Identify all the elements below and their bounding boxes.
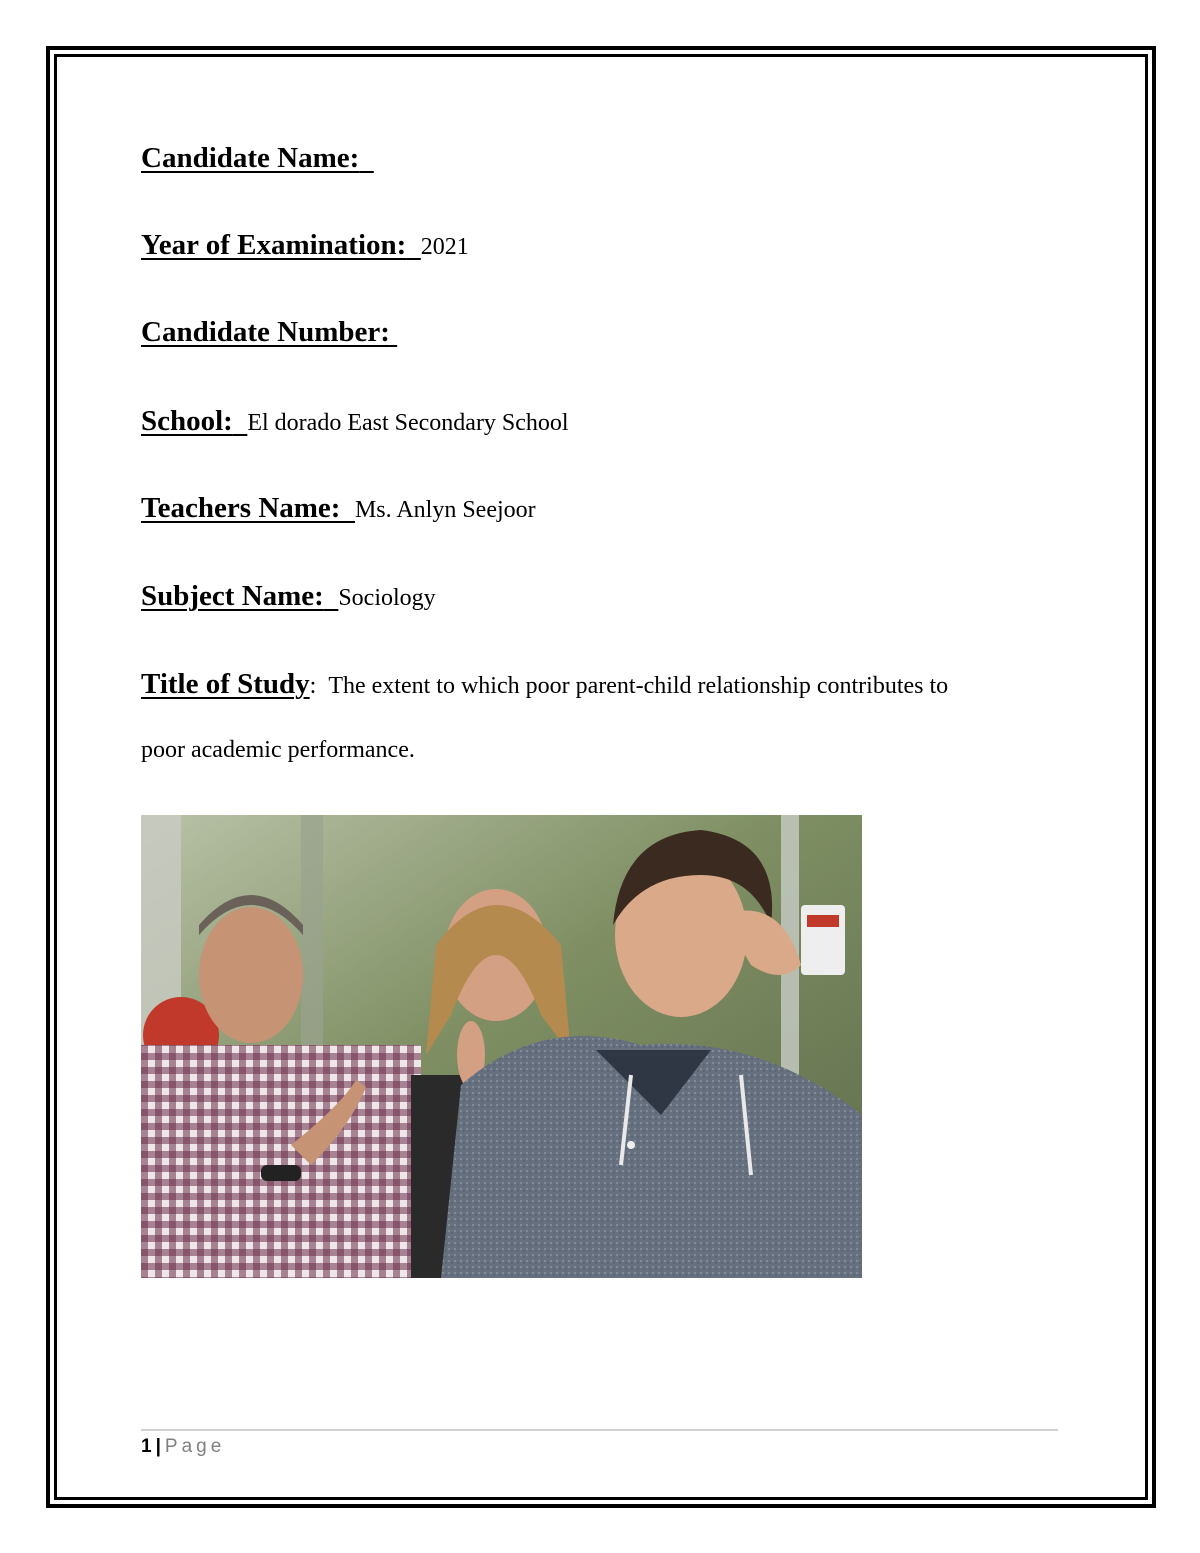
subject-value: Sociology xyxy=(338,585,436,611)
school-label: School: xyxy=(141,405,233,437)
teacher-field xyxy=(141,492,536,525)
title-field xyxy=(141,668,948,701)
year-value: 2021 xyxy=(420,234,469,260)
year-label: Year of Examination: xyxy=(141,229,407,261)
family-conflict-photo xyxy=(141,815,862,1278)
subject-label: Subject Name: xyxy=(141,580,324,612)
school-value: El dorado East Secondary School xyxy=(247,410,569,436)
title-value-line1: The extent to which poor parent-child relationship contributes to xyxy=(328,673,949,699)
title-colon: : xyxy=(309,673,317,699)
subject-field xyxy=(141,580,436,613)
footer-divider xyxy=(141,1429,1058,1431)
title-value-line2: poor academic performance. xyxy=(141,737,415,763)
candidate-number-field xyxy=(141,316,397,349)
page-footer xyxy=(141,1436,225,1458)
candidate-number-label: Candidate Number: xyxy=(141,316,390,348)
title-label: Title of Study xyxy=(141,668,310,700)
page-border-inner xyxy=(54,54,1148,1500)
footer-separator: | xyxy=(155,1436,161,1457)
candidate-name-label: Candidate Name: xyxy=(141,142,360,174)
candidate-name-field xyxy=(141,142,374,175)
page-label: Page xyxy=(164,1436,226,1457)
teacher-value: Ms. Anlyn Seejoor xyxy=(354,497,536,523)
school-field xyxy=(141,405,569,438)
year-field xyxy=(141,229,469,262)
teacher-label: Teachers Name: xyxy=(141,492,341,524)
page-number: 1 xyxy=(141,1436,152,1457)
